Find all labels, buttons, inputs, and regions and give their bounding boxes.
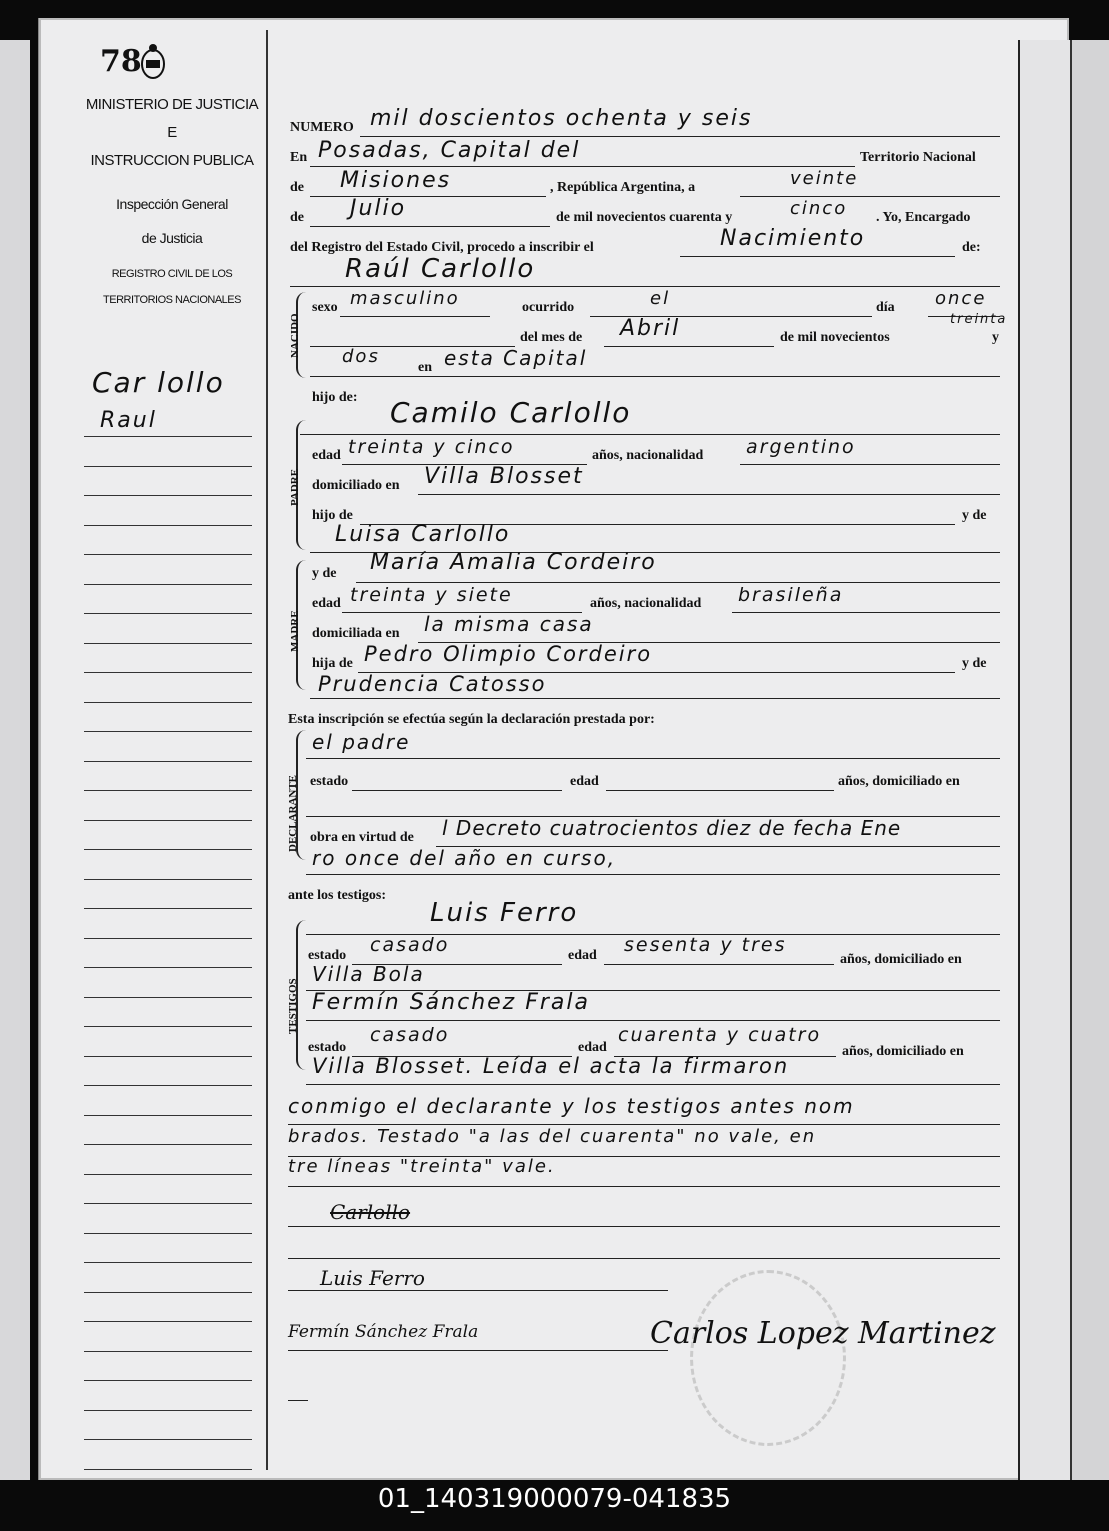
hijo-de-label: hijo de [312, 508, 353, 523]
madre-edad: treinta y siete [350, 584, 513, 606]
margin-rule [84, 643, 252, 644]
rule [306, 1084, 1000, 1085]
numero-value: mil doscientos ochenta y seis [370, 106, 753, 131]
ministry-line1: MINISTERIO DE JUSTICIA [85, 96, 259, 113]
rule [310, 376, 1000, 377]
madre-padre: Pedro Olimpio Cordeiro [364, 642, 653, 666]
margin-rule [84, 702, 252, 703]
declarante-edad-label: edad [570, 774, 599, 789]
margin-rule [84, 908, 252, 909]
sexo-value: masculino [350, 288, 460, 309]
margin-rule [84, 1203, 252, 1204]
en-label: En [290, 150, 308, 165]
rule [306, 874, 1000, 875]
obra-value2: ro once del año en curso, [312, 846, 617, 870]
testigo1-estado-label: estado [308, 948, 347, 963]
margin-rule [84, 849, 252, 850]
document-id-footer: 01_140319000079-041835 [377, 1484, 732, 1514]
rule [418, 494, 1000, 495]
margin-rule [84, 495, 252, 496]
rule [356, 582, 1000, 583]
testigo2-anios-label: años, domiciliado en [842, 1044, 964, 1059]
declarante-value: el padre [312, 730, 411, 754]
madre-nacionalidad: brasileña [738, 584, 844, 606]
anio-nac-label: de mil novecientos [780, 330, 890, 345]
margin-rule [84, 761, 252, 762]
margin-rule [84, 1233, 252, 1234]
margin-rule [84, 436, 252, 437]
en2-label: en [418, 360, 432, 375]
anio-value: cinco [790, 198, 848, 219]
rule [606, 790, 834, 791]
coat-of-arms-icon [140, 42, 166, 80]
testigo2-domicilio: Villa Blosset. Leída el acta la firmaron [312, 1054, 790, 1078]
declarante-estado-label: estado [310, 774, 349, 789]
rule [360, 136, 1000, 137]
mes-label: del mes de [520, 330, 583, 345]
acto-value: Nacimiento [720, 226, 866, 251]
margin-rule [84, 1085, 252, 1086]
anio-nac-value: treinta [950, 312, 1008, 327]
rule [306, 758, 1000, 759]
y-de-label: y de [962, 508, 987, 523]
rule [288, 1400, 308, 1401]
margin-rule [84, 466, 252, 467]
rule [288, 1258, 1000, 1259]
margin-rule [84, 1469, 252, 1470]
domiciliada-label: domiciliada en [312, 626, 400, 641]
margin-rule [84, 967, 252, 968]
madre-y-de2-label: y de [962, 656, 987, 671]
padre-edad: treinta y cinco [348, 436, 515, 458]
de3-label: de: [962, 240, 981, 255]
official-stamp-icon [690, 1270, 846, 1446]
margin-rule [84, 1410, 252, 1411]
margin-rule [84, 554, 252, 555]
mes-nac-value: Abril [620, 316, 681, 341]
padre-domicilio: Villa Blosset [424, 464, 584, 489]
rule [288, 1186, 1000, 1187]
rule [310, 226, 550, 227]
nombre-value: Raúl Carlollo [345, 254, 536, 284]
margin-rule [84, 1262, 252, 1263]
y-label: y [992, 330, 999, 345]
madre-edad-label: edad [312, 596, 341, 611]
nota-line1: conmigo el declarante y los testigos antes nom [288, 1094, 855, 1118]
signature-declarante: Carlollo [330, 1200, 411, 1224]
rule [604, 346, 774, 347]
de2-label: de [290, 210, 304, 225]
rule [310, 166, 855, 167]
republica-label: , República Argentina, a [550, 180, 696, 195]
anio-label: de mil novecientos cuarenta y [556, 210, 733, 225]
testigo2-nombre: Fermín Sánchez Frala [312, 990, 590, 1015]
rule [288, 1226, 1000, 1227]
testigos-label: ante los testigos: [288, 888, 386, 903]
margin-rule [84, 584, 252, 585]
margin-rule [84, 1144, 252, 1145]
column-divider [266, 30, 268, 1470]
inspection-line2: de Justicia [141, 230, 203, 246]
ocurrido-label: ocurrido [522, 300, 575, 315]
hijo-label: hijo de: [312, 390, 358, 405]
anios-nac-label: años, nacionalidad [592, 448, 704, 463]
nota-line3: tre líneas "treinta" vale. [288, 1156, 556, 1177]
registry-line2: TERRITORIOS NACIONALES [103, 294, 241, 306]
rule [740, 464, 1000, 465]
signature-oficial: Carlos Lopez Martinez [650, 1316, 996, 1351]
de-label: de [290, 180, 304, 195]
ministry-line3: INSTRUCCION PUBLICA [90, 152, 254, 169]
rule [680, 256, 955, 257]
margin-rule [84, 672, 252, 673]
madre-anios-label: años, nacionalidad [590, 596, 702, 611]
book-number: 78 [100, 44, 142, 79]
testigo2-estado: casado [370, 1024, 450, 1046]
testigos-side-label: TESTIGOS [287, 978, 299, 1034]
margin-rule [84, 525, 252, 526]
rule [340, 316, 490, 317]
rule [288, 1350, 668, 1351]
inspection-line1: Inspección General [116, 196, 228, 212]
margin-rule [84, 1321, 252, 1322]
testigo1-domicilio: Villa Bola [312, 962, 425, 986]
registry-line1: REGISTRO CIVIL DE LOS [111, 268, 233, 280]
edad-label: edad [312, 448, 341, 463]
obra-label: obra en virtud de [310, 830, 414, 845]
testigo2-edad: cuarenta y cuatro [618, 1024, 822, 1046]
margin-rule [84, 1056, 252, 1057]
margin-rule [84, 879, 252, 880]
padre-side-label: PADRE [289, 468, 301, 506]
hija-de-label: hija de [312, 656, 353, 671]
padre-nacionalidad: argentino [746, 436, 856, 458]
testigo2-edad-label: edad [578, 1040, 607, 1055]
rule [288, 1124, 1000, 1125]
sexo-label: sexo [312, 300, 338, 315]
obra-value1: l Decreto cuatrocientos diez de fecha Ene [442, 816, 902, 840]
ministry-line2: E [167, 124, 177, 141]
margin-rule [84, 1351, 252, 1352]
rule [732, 612, 1000, 613]
declarante-anios-label: años, domiciliado en [838, 774, 960, 789]
margin-rule [84, 1439, 252, 1440]
page-binding-edge [1018, 40, 1070, 1480]
domiciliado-label: domiciliado en [312, 478, 400, 493]
nota-line2: brados. Testado "a las del cuarenta" no vale, en [288, 1126, 817, 1147]
dia-nac-value: once [935, 288, 987, 309]
nacido-side-label: NACIDO [289, 313, 301, 358]
adjacent-page-left [0, 40, 30, 1480]
padre-padre: Luisa Carlollo [335, 522, 511, 547]
margin-rule [84, 613, 252, 614]
margin-rule [84, 938, 252, 939]
adjacent-page-right [1070, 40, 1109, 1480]
margin-rule [84, 820, 252, 821]
madre-side-label: MADRE [289, 610, 301, 652]
signature-testigo2: Fermín Sánchez Frala [288, 1322, 479, 1342]
margin-rule [84, 1115, 252, 1116]
testigo2-estado-label: estado [308, 1040, 347, 1055]
testigo1-estado: casado [370, 934, 450, 956]
mes-value: Julio [350, 196, 407, 221]
declarante-side-label: DECLARANTE [287, 774, 299, 852]
rule [604, 964, 834, 965]
inscripcion-label: Esta inscripción se efectúa según la declaración prestada por: [288, 712, 655, 727]
ocurrido-value: el [650, 288, 671, 309]
margin-rule [84, 1174, 252, 1175]
testigo1-anios-label: años, domiciliado en [840, 952, 962, 967]
lugar-value: esta Capital [444, 346, 588, 370]
madre-madre: Prudencia Catosso [318, 672, 547, 696]
margin-rule [84, 790, 252, 791]
rule [310, 698, 1000, 699]
rule [300, 434, 1000, 435]
de-value: Misiones [340, 168, 452, 193]
padre-nombre: Camilo Carlollo [390, 396, 632, 429]
rule [310, 196, 546, 197]
madre-y-de-label: y de [312, 566, 337, 581]
margin-rule [84, 731, 252, 732]
dia-label: día [876, 300, 895, 315]
testigo1-edad-label: edad [568, 948, 597, 963]
margin-rule [84, 1292, 252, 1293]
dia-value: veinte [790, 168, 859, 189]
rule [740, 196, 1000, 197]
anio-nac-value2: dos [342, 346, 380, 367]
rule [306, 1020, 1000, 1021]
rule [288, 1290, 668, 1291]
territorio-label: Territorio Nacional [860, 150, 976, 165]
margin-rule [84, 1380, 252, 1381]
madre-nombre: María Amalia Cordeiro [370, 550, 657, 575]
margin-rule [84, 997, 252, 998]
en-value: Posadas, Capital del [318, 138, 581, 163]
margin-given-name: Raul [100, 408, 157, 433]
margin-surname: Car lollo [92, 366, 225, 399]
testigo1-nombre: Luis Ferro [430, 898, 579, 928]
encargado-label: . Yo, Encargado [876, 210, 971, 225]
signature-testigo1: Luis Ferro [320, 1266, 425, 1290]
testigo1-edad: sesenta y tres [624, 934, 787, 956]
numero-label: NUMERO [290, 120, 354, 135]
madre-domicilio: la misma casa [424, 612, 594, 636]
rule [290, 286, 1000, 287]
registro-label: del Registro del Estado Civil, procedo a inscribir el [290, 240, 594, 255]
margin-rule [84, 1026, 252, 1027]
rule [352, 790, 562, 791]
